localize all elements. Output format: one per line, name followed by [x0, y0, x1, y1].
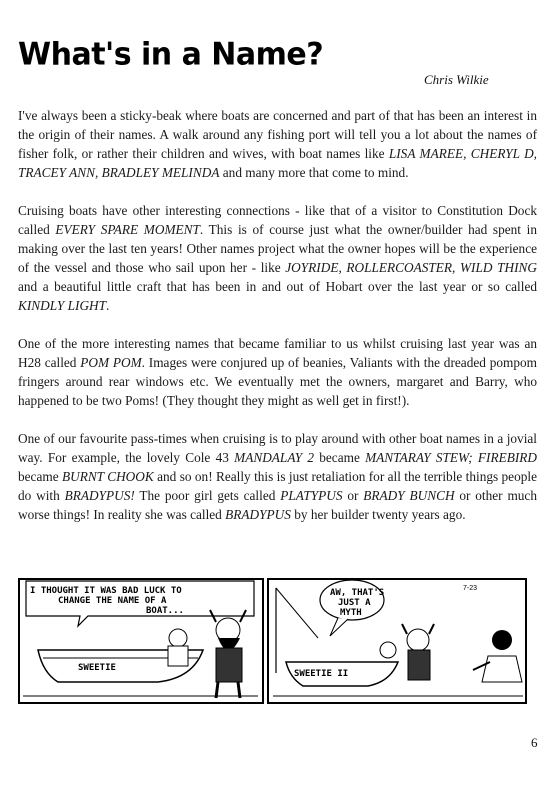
text-run: . — [106, 298, 110, 313]
character-helga — [492, 630, 512, 650]
author-byline: Chris Wilkie — [424, 72, 489, 87]
text-run: One of the more interesting names that became familiar to us whilst cruising last year was an H28 called — [18, 336, 537, 370]
paragraph-3 — [18, 334, 537, 410]
text-run: and so on! Really this is just retaliation for all the terrible things people do with — [18, 469, 537, 503]
text-run: or other much worse things! In reality she was called — [18, 488, 537, 522]
character-painter — [169, 629, 187, 647]
text-run: became — [314, 450, 366, 465]
text-run: The poor girl gets called — [134, 488, 281, 503]
bubble2-line2: JUST A — [338, 598, 371, 608]
comic-strip — [18, 578, 528, 705]
bubble1-line2: CHANGE THE NAME OF A — [58, 596, 167, 606]
text-run: . Images were conjured up of beanies, Valiants with the dreaded pompom fringers around rear windows etc. We eventually met the owners, margaret and Barry, who happened to be two Poms! (They thought they might as well get in first!). — [18, 355, 537, 408]
boat1-name: SWEETIE — [78, 663, 116, 673]
article-title: What's in a Name? — [18, 36, 324, 73]
boat-name: BURNT CHOOK — [61, 469, 154, 484]
text-run: One of our favourite pass-times when cruising is to play around with other boat names in a jovial way. For example, the lovely Cole 43 — [18, 431, 537, 465]
character-painter-2 — [380, 642, 396, 658]
boat-name: MANTARAY STEW; FIREBIRD — [365, 450, 537, 465]
boat-name: POM POM — [80, 355, 142, 370]
text-run: . This is of course just what the owner/builder had spent in making over the last ten years! Other names project what the owner hopes will be the experience of the vessel and those who sail upon her - like — [18, 222, 537, 275]
boat-name: BRADY BUNCH — [363, 488, 455, 503]
character-viking-2 — [407, 629, 429, 651]
boat-name: PLATYPUS — [280, 488, 343, 503]
article-body — [18, 106, 537, 543]
bubble2-line3: MYTH — [340, 608, 362, 618]
boat-name: BRADYPUS — [225, 507, 291, 522]
boat-name: BRADYPUS! — [64, 488, 135, 503]
boat-name: LISA MAREE, CHERYL D, TRACEY ANN, BRADLEY MELINDA — [18, 146, 537, 180]
boat-name: MANDALAY 2 — [234, 450, 314, 465]
boat-name: KINDLY LIGHT — [18, 298, 107, 313]
comic-date: 7-23 — [463, 585, 478, 592]
bubble1-line3: BOAT... — [146, 606, 184, 616]
boat-name: EVERY SPARE MOMENT — [55, 222, 200, 237]
text-run: by her builder twenty years ago. — [290, 507, 466, 522]
paragraph-2 — [18, 201, 537, 315]
boat-name: JOYRIDE, ROLLERCOASTER, WILD THING — [285, 260, 538, 275]
bubble1-line1: I THOUGHT IT WAS BAD LUCK TO — [30, 586, 182, 596]
text-run: I've always been a sticky-beak where boats are concerned and part of that has been an interest in the origin of their names. A walk around any fishing port will tell you a lot about the names of fisher folk, or rather their children and wives, with boat names like — [18, 108, 537, 161]
text-run: and a beautiful little craft that has been in and out of Hobart over the last year or so called — [18, 279, 537, 294]
paragraph-4 — [18, 429, 537, 524]
text-run: or — [342, 488, 364, 503]
text-run: became — [18, 469, 62, 484]
text-run: Cruising boats have other interesting connections - like that of a visitor to Constitution Dock called — [18, 203, 537, 237]
boat2-name: SWEETIE II — [294, 669, 349, 679]
paragraph-1 — [18, 106, 537, 182]
text-run: and many more that come to mind. — [219, 165, 409, 180]
page-number: 6 — [531, 735, 538, 750]
bubble2-line1: AW, THAT'S — [330, 588, 385, 598]
